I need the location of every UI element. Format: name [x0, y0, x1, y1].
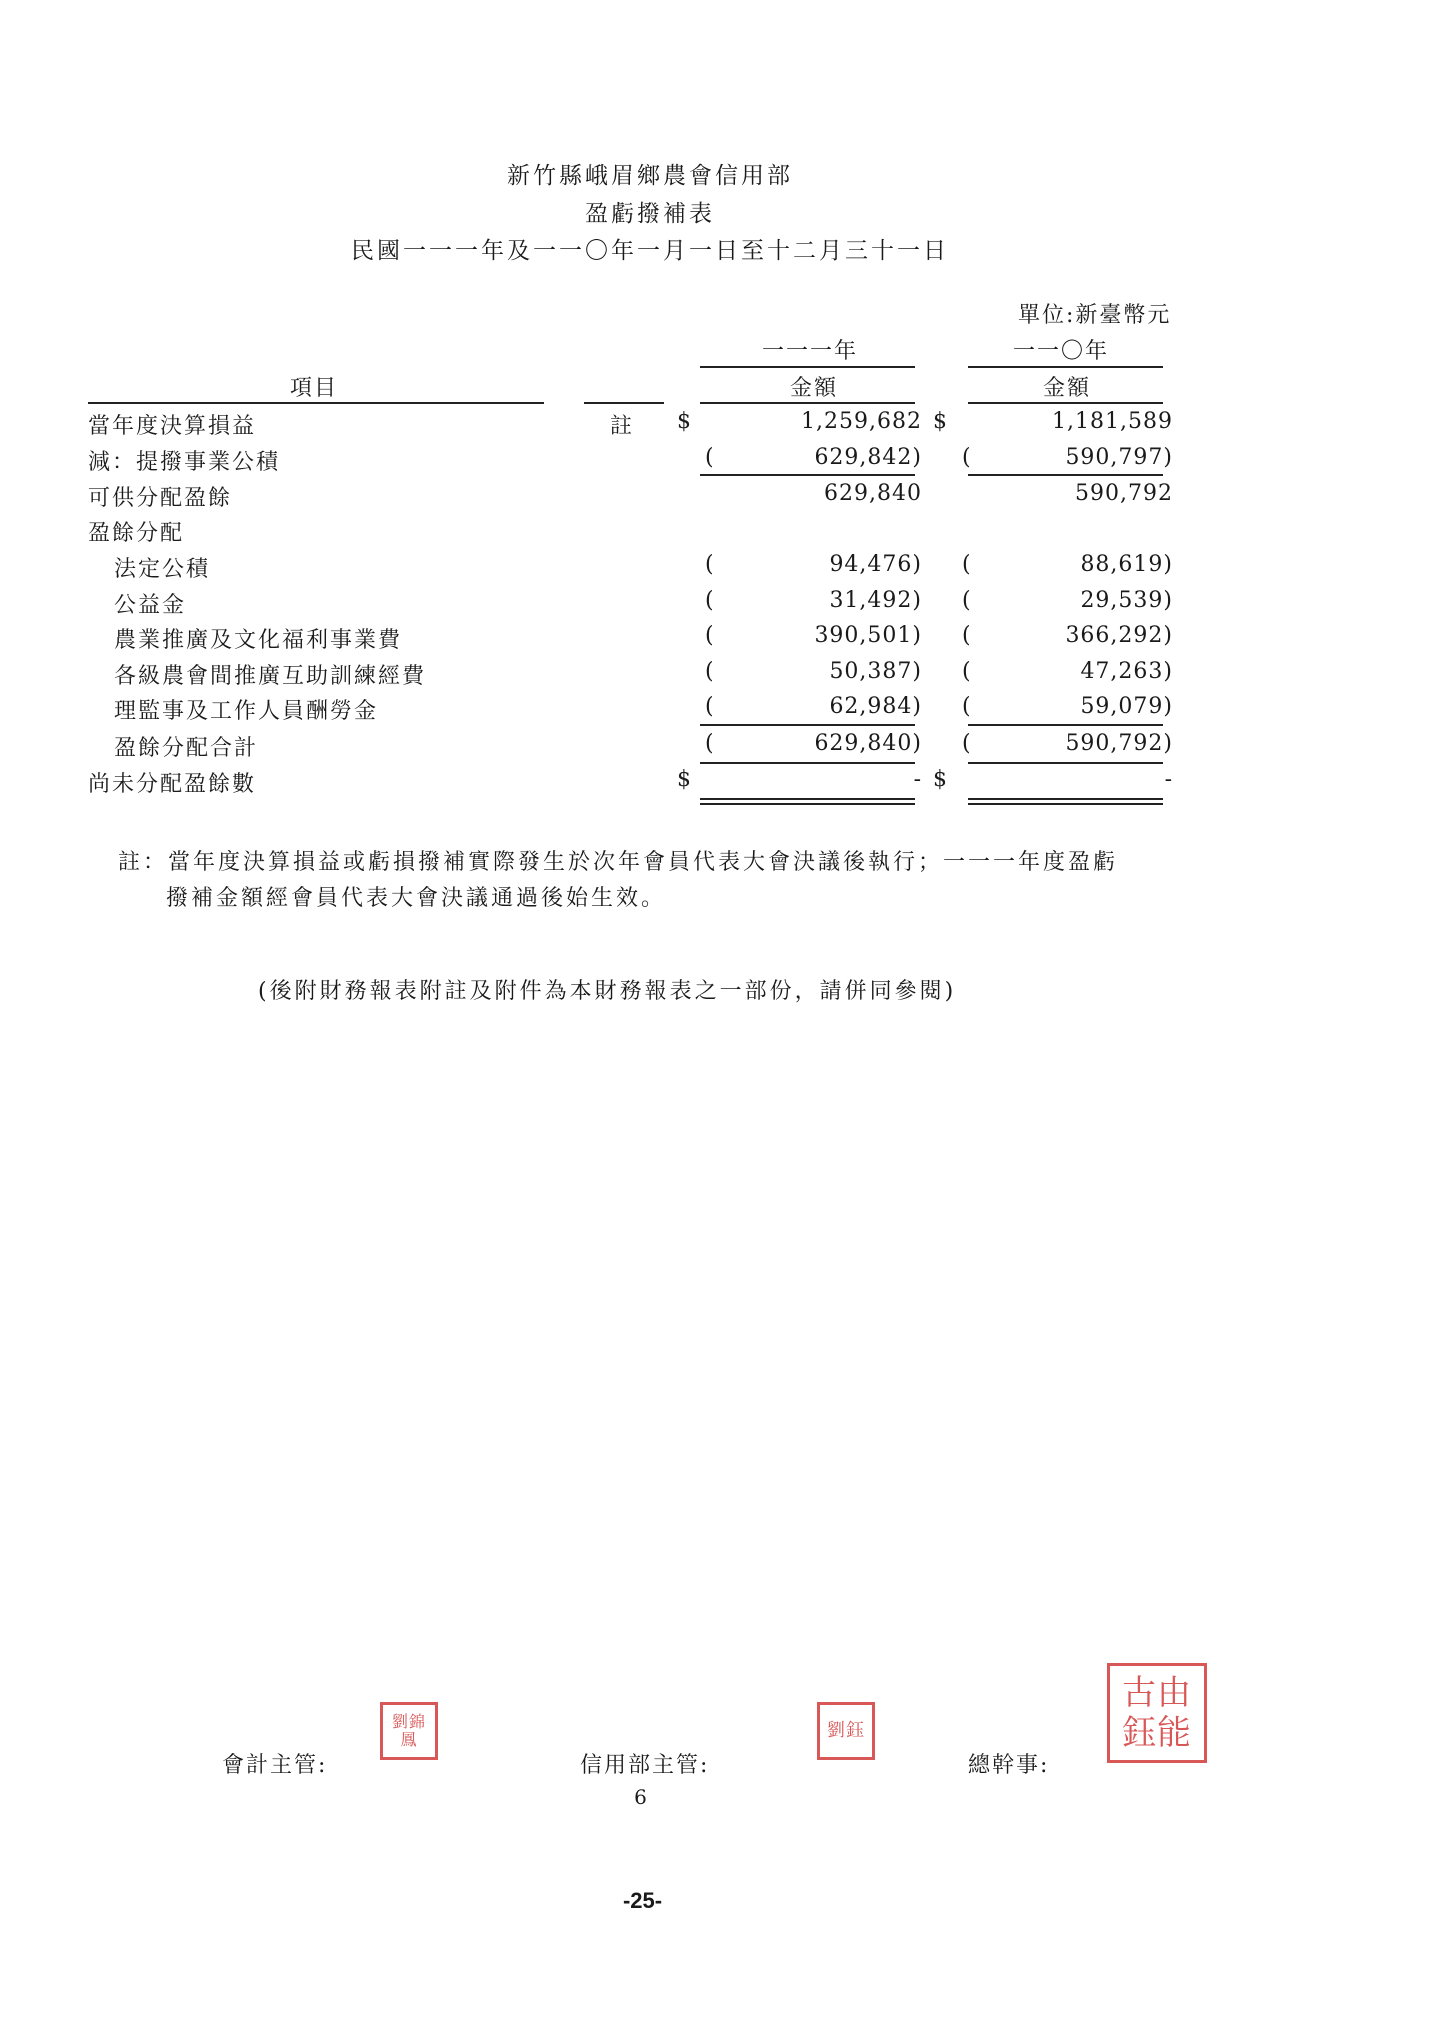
row-value-1: 390,501): [814, 623, 922, 648]
row-value-1: -: [913, 767, 922, 792]
row-paren-2: (: [962, 659, 971, 684]
row-value-1: 629,842): [814, 445, 922, 470]
final-rule-1: [700, 762, 915, 764]
row-paren-2: (: [962, 588, 971, 613]
row-paren-2: (: [962, 694, 971, 719]
row-value-2: 1,181,589: [1052, 409, 1173, 434]
double-rule-2b: [968, 803, 1163, 805]
year1-header: 一一一年: [762, 339, 859, 364]
total-rule-2: [968, 724, 1163, 726]
row-paren-1: (: [705, 445, 714, 470]
amount1-header-rule: [700, 402, 915, 404]
row-dollar-2: $: [933, 409, 947, 434]
row-value-1: 629,840): [814, 731, 922, 756]
row-paren-1: (: [705, 623, 714, 648]
row-dollar-2: $: [933, 767, 947, 792]
general-manager-seal: 古由鈺能: [1107, 1663, 1207, 1763]
row-paren-2: (: [962, 445, 971, 470]
row-label: 盈餘分配合計: [114, 736, 259, 761]
note-header-rule: [584, 402, 664, 404]
item-header: 項目: [290, 376, 339, 401]
subtotal-rule-1: [700, 474, 915, 476]
row-label: 公益金: [114, 593, 187, 618]
credit-chief-label: 信用部主管:: [580, 1753, 710, 1778]
footnote-line2: 撥補金額經會員代表大會決議通過後始生效。: [166, 886, 667, 911]
year1-rule: [700, 366, 915, 368]
amount2-header-rule: [968, 402, 1163, 404]
row-label: 可供分配盈餘: [88, 486, 233, 511]
row-paren-1: (: [705, 552, 714, 577]
subtotal-rule-2: [968, 474, 1163, 476]
row-value-1: 629,840: [824, 481, 922, 506]
accounting-chief-label: 會計主管:: [222, 1753, 328, 1778]
final-rule-2: [968, 762, 1163, 764]
org-name: 新竹縣峨眉鄉農會信用部: [507, 163, 793, 189]
row-label: 減：提撥事業公積: [88, 450, 281, 475]
row-dollar-1: $: [677, 409, 691, 434]
row-value-2: 366,292): [1065, 623, 1173, 648]
row-paren-2: (: [962, 623, 971, 648]
row-label: 農業推廣及文化福利事業費: [114, 628, 403, 653]
row-paren-1: (: [705, 659, 714, 684]
attachment-note: (後附財務報表附註及附件為本財務報表之一部份，請併同參閱): [258, 979, 957, 1004]
row-value-2: 59,079): [1080, 694, 1173, 719]
row-value-2: 88,619): [1080, 552, 1173, 577]
row-label: 各級農會間推廣互助訓練經費: [114, 664, 427, 689]
footnote-line1: 註：當年度決算損益或虧損撥補實際發生於次年會員代表大會決議後執行；一一一年度盈虧: [118, 850, 1119, 875]
statement-period: 民國一一一年及一一〇年一月一日至十二月三十一日: [351, 238, 949, 264]
row-label: 法定公積: [114, 557, 211, 582]
statement-title: 盈虧撥補表: [585, 201, 715, 227]
row-value-1: 50,387): [829, 659, 922, 684]
row-paren-1: (: [705, 731, 714, 756]
row-label: 當年度決算損益: [88, 414, 257, 439]
row-value-2: 29,539): [1080, 588, 1173, 613]
row-value-2: 590,792): [1065, 731, 1173, 756]
year2-header: 一一〇年: [1013, 339, 1110, 364]
row-value-1: 1,259,682: [801, 409, 922, 434]
row-paren-2: (: [962, 552, 971, 577]
total-rule-1: [700, 724, 915, 726]
amount1-header: 金額: [790, 376, 839, 401]
footer-page-number: -25-: [622, 1888, 663, 1913]
row-paren-2: (: [962, 731, 971, 756]
row-label: 尚未分配盈餘數: [88, 772, 257, 797]
general-manager-label: 總幹事:: [968, 1753, 1050, 1778]
double-rule-1b: [700, 803, 915, 805]
row-value-1: 62,984): [829, 694, 922, 719]
row-value-2: 590,797): [1065, 445, 1173, 470]
row-dollar-1: $: [677, 767, 691, 792]
item-header-rule: [88, 402, 544, 404]
row-paren-1: (: [705, 588, 714, 613]
row-value-2: 590,792: [1075, 481, 1173, 506]
row-value-2: 47,263): [1080, 659, 1173, 684]
double-rule-2a: [968, 798, 1163, 800]
amount2-header: 金額: [1043, 376, 1092, 401]
row-label: 盈餘分配: [88, 521, 185, 546]
row-paren-1: (: [705, 694, 714, 719]
double-rule-1a: [700, 798, 915, 800]
row-value-1: 31,492): [829, 588, 922, 613]
year2-rule: [968, 366, 1163, 368]
row-note: 註: [610, 414, 635, 439]
page-number: 6: [634, 1785, 647, 1809]
row-value-2: -: [1164, 767, 1173, 792]
accounting-seal: 劉錦鳳: [380, 1702, 438, 1760]
row-value-1: 94,476): [829, 552, 922, 577]
currency-unit: 單位:新臺幣元: [1018, 303, 1172, 328]
row-label: 理監事及工作人員酬勞金: [114, 699, 379, 724]
credit-seal: 劉鈺: [817, 1702, 875, 1760]
